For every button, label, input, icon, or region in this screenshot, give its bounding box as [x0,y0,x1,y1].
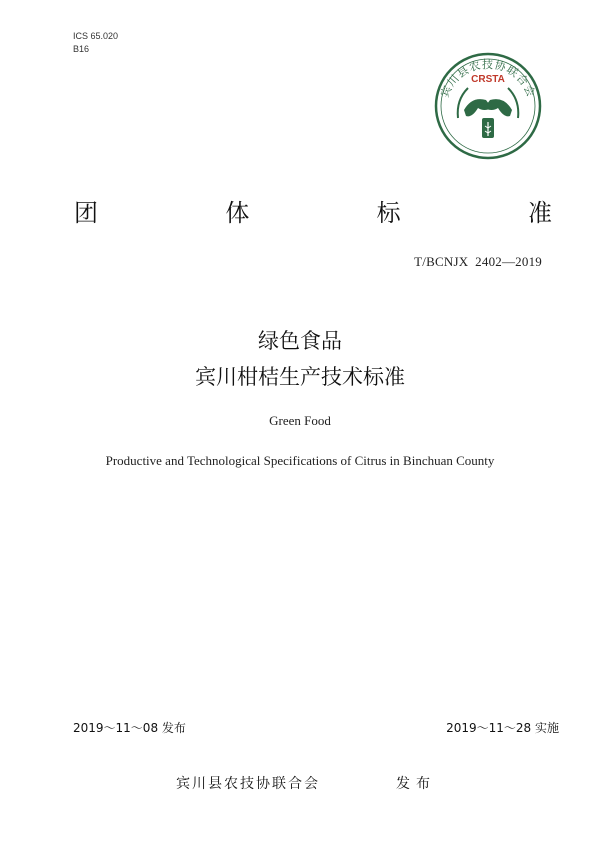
issue-date: 2019～11～08 发布 [73,721,186,735]
publisher-action: 发布 [396,776,436,792]
title-line-1: 绿色食品 [258,329,342,353]
classification-codes [73,30,118,56]
implementation-date: 2019～11～28 实施 [446,721,559,735]
english-title-line-2: Productive and Technological Specifications of Citrus in Binchuan County [105,453,495,468]
standard-number: T/BCNJX 2402—2019 [414,254,542,269]
association-seal [428,52,548,160]
handshake-emblem-icon [458,88,519,138]
standard-type-char: 体 [225,199,250,227]
seal-abbr: CRSTA [471,74,505,85]
standard-type-char: 准 [527,199,552,227]
standard-type-char: 团 [74,199,98,227]
seal-arc-text: 宾川县农技协联合会 [438,58,538,100]
english-title-line-1: Green Food [269,413,331,428]
title-line-2: 宾川柑桔生产技术标准 [195,365,405,389]
standard-type-char: 标 [376,199,401,227]
ics-code: ICS 65.020 [73,31,119,41]
publisher-name: 宾川县农技协联合会 [176,776,320,792]
ccs-code: B16 [73,44,90,54]
standard-type [74,198,552,228]
